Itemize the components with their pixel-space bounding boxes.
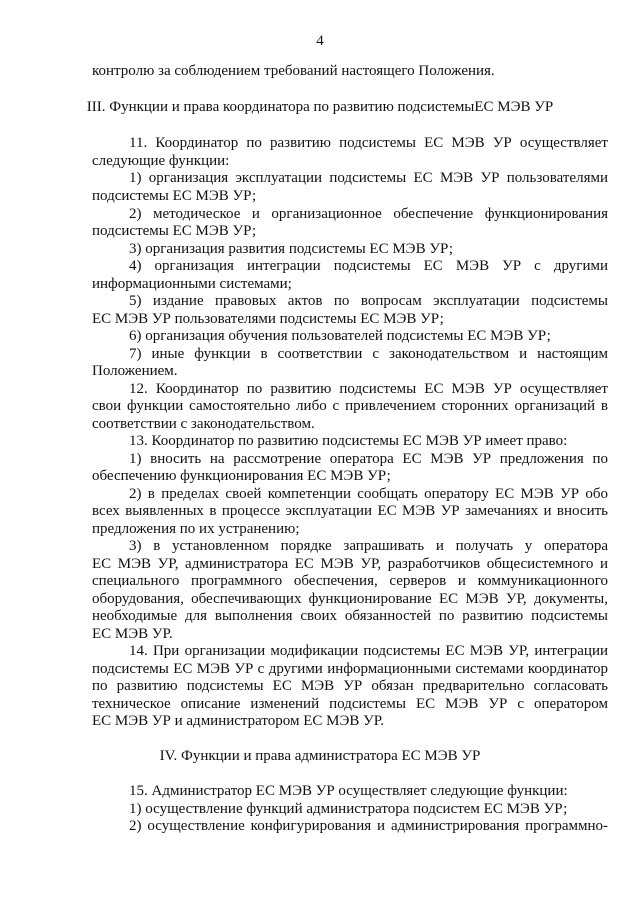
text-line: 5) издание правовых актов по вопросам эксплуатации подсистемы (129, 293, 608, 309)
text-line: 6) организация обучения пользователей подсистемы ЕС МЭВ УР; (129, 328, 551, 344)
text-line: свои функции самостоятельно либо с привлечением сторонних организаций в (92, 398, 608, 414)
text-line: подсистемы ЕС МЭВ УР; (92, 188, 257, 204)
text-line: ЕС МЭВ УР. (92, 626, 173, 642)
text-line: 7) иные функции в соответствии с законодательством и настоящим (129, 346, 608, 362)
text-line: 1) организация эксплуатации подсистемы ЕС МЭВ УР пользователями (129, 170, 608, 186)
text-line: 4) организация интеграции подсистемы ЕС МЭВ УР с другими (129, 258, 608, 274)
text-line: ЕС МЭВ УР и администратором ЕС МЭВ УР. (92, 713, 384, 729)
text-line: необходимые для выполнения своих обязанностей по развитию подсистемы (92, 608, 608, 624)
text-line: 12. Координатор по развитию подсистемы ЕС МЭВ УР осуществляет (129, 381, 608, 397)
text-line: подсистемы ЕС МЭВ УР с другими информационными системами координатор (92, 661, 608, 677)
page-number: 4 (316, 33, 324, 49)
text-line: специального программного обеспечения, серверов и коммуникационного (92, 573, 608, 589)
text-line: 1) осуществление функций администратора подсистем ЕС МЭВ УР; (129, 801, 568, 817)
text-line: 2) осуществление конфигурирования и администрирования программно- (129, 818, 608, 834)
text-line: ЕС МЭВ УР, администратора ЕС МЭВ УР, разработчиков общесистемного и (92, 556, 608, 572)
text-line: контролю за соблюдением требований настоящего Положения. (92, 63, 495, 79)
text-line: подсистемы ЕС МЭВ УР; (92, 223, 257, 239)
text-line: 1) вносить на рассмотрение оператора ЕС МЭВ УР предложения по (129, 451, 608, 467)
text-line: обеспечению функционирования ЕС МЭВ УР; (92, 468, 391, 484)
text-line: по развитию подсистемы ЕС МЭВ УР обязан предварительно согласовать (92, 678, 608, 694)
text-line: всех выявленных в процессе эксплуатации ЕС МЭВ УР замечаниях и вносить (92, 503, 608, 519)
text-line: ЕС МЭВ УР пользователями подсистемы ЕС МЭВ УР; (92, 311, 444, 327)
text-line: предложения по их устранению; (92, 521, 300, 537)
text-line: 13. Координатор по развитию подсистемы ЕС МЭВ УР имеет право: (129, 433, 568, 449)
text-line: 15. Администратор ЕС МЭВ УР осуществляет следующие функции: (129, 783, 568, 799)
text-line: 2) в пределах своей компетенции сообщать оператору ЕС МЭВ УР обо (129, 486, 608, 502)
text-line: техническое описание изменений подсистемы ЕС МЭВ УР с оператором (92, 696, 608, 712)
text-line: 3) организация развития подсистемы ЕС МЭВ УР; (129, 241, 454, 257)
section-heading: IV. Функции и права администратора ЕС МЭВ УР (159, 748, 481, 764)
text-line: оборудования, обеспечивающих функционирование ЕС МЭВ УР, документы, (92, 591, 608, 607)
text-line: следующие функции: (92, 153, 230, 169)
text-line: 11. Координатор по развитию подсистемы ЕС МЭВ УР осуществляет (129, 135, 608, 151)
text-line: 14. При организации модификации подсистемы ЕС МЭВ УР, интеграции (129, 643, 608, 659)
text-line: соответствии с законодательством. (92, 416, 315, 432)
text-line: 2) методическое и организационное обеспечение функционирования (129, 206, 608, 222)
text-line: Положением. (92, 363, 178, 379)
text-line: информационными системами; (92, 276, 292, 292)
section-heading: III. Функции и права координатора по развитию подсистемыЕС МЭВ УР (86, 99, 554, 115)
text-line: 3) в установленном порядке запрашивать и получать у оператора (129, 538, 608, 554)
